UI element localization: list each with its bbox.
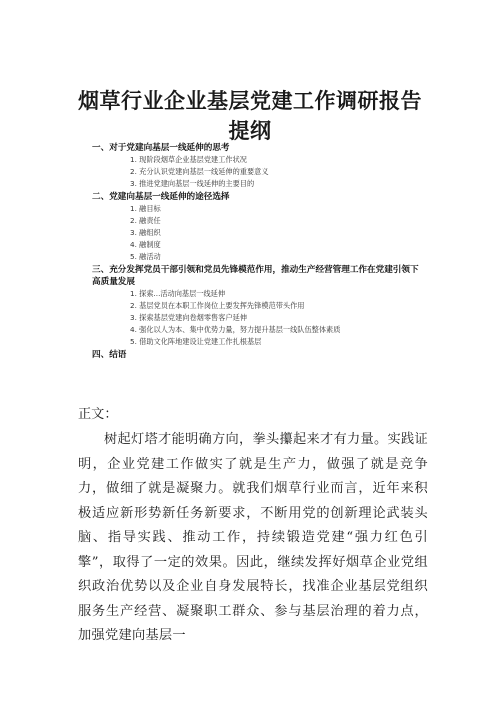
outline-item: 3. 探索基层党建向卷烟零售客户延伸	[130, 313, 247, 323]
outline-heading-2: 二、党建向基层一线延伸的途径选择	[92, 191, 230, 202]
outline-item: 5. 借助文化阵地建设让党建工作扎根基层	[130, 337, 262, 347]
outline-heading-1: 一、对于党建向基层一线延伸的思考	[92, 143, 230, 153]
document-title: 烟草行业企业基层党建工作调研报告	[78, 89, 422, 113]
outline-section	[0, 142, 500, 361]
outline-item: 5. 融活动	[130, 252, 161, 262]
body-paragraph: 树起灯塔才能明确方向，拳头攥起来才有力量。实践证明，企业党建工作做实了就是生产力，做强了就是竞争力，做细了就是凝聚力。就我们烟草行业而言，近年来积极适应新形势新任务新要求，不断用党的创新理论武装头脑、指导实践、推动工作，持续锻造党建“强力红色引擎”，取得了一定的效果。因此，继续发挥好烟草企业党组织政治优势以及企业自身发展特长，找准企业基层党组织服务生产经营、凝聚职工群众、参与基层治理的着力点，加强党建向基层一	[78, 432, 428, 643]
outline-item: 1. 探索...活动向基层一线延伸	[130, 288, 226, 298]
outline-item: 3. 推进党建向基层一线延伸的主要目的	[130, 179, 255, 189]
outline-item: 2. 融责任	[130, 215, 161, 225]
document-subtitle: 提纲	[228, 119, 272, 143]
outline-heading-4: 四、结语	[92, 349, 127, 360]
outline-item: 1. 融目标	[130, 203, 161, 213]
outline-item: 1. 现阶段烟草企业基层党建工作状况	[130, 155, 247, 164]
body-label: 正文：	[78, 407, 118, 422]
outline-item: 2. 基层党员在本职工作岗位上要发挥先锋模范带头作用	[130, 300, 305, 310]
outline-item: 4. 强化以人为本、集中优势力量，努力提升基层一线队伍整体素质	[130, 325, 341, 335]
outline-item: 2. 充分认识党建向基层一线延伸的重要意义	[130, 167, 269, 177]
outline-item: 3. 融组织	[130, 228, 161, 238]
outline-heading-3: 三、充分发挥党员干部引领和党员先锋模范作用，推动生产经营管理工作在党建引领下高质量发展	[92, 264, 419, 287]
outline-item: 4. 融制度	[130, 240, 161, 250]
